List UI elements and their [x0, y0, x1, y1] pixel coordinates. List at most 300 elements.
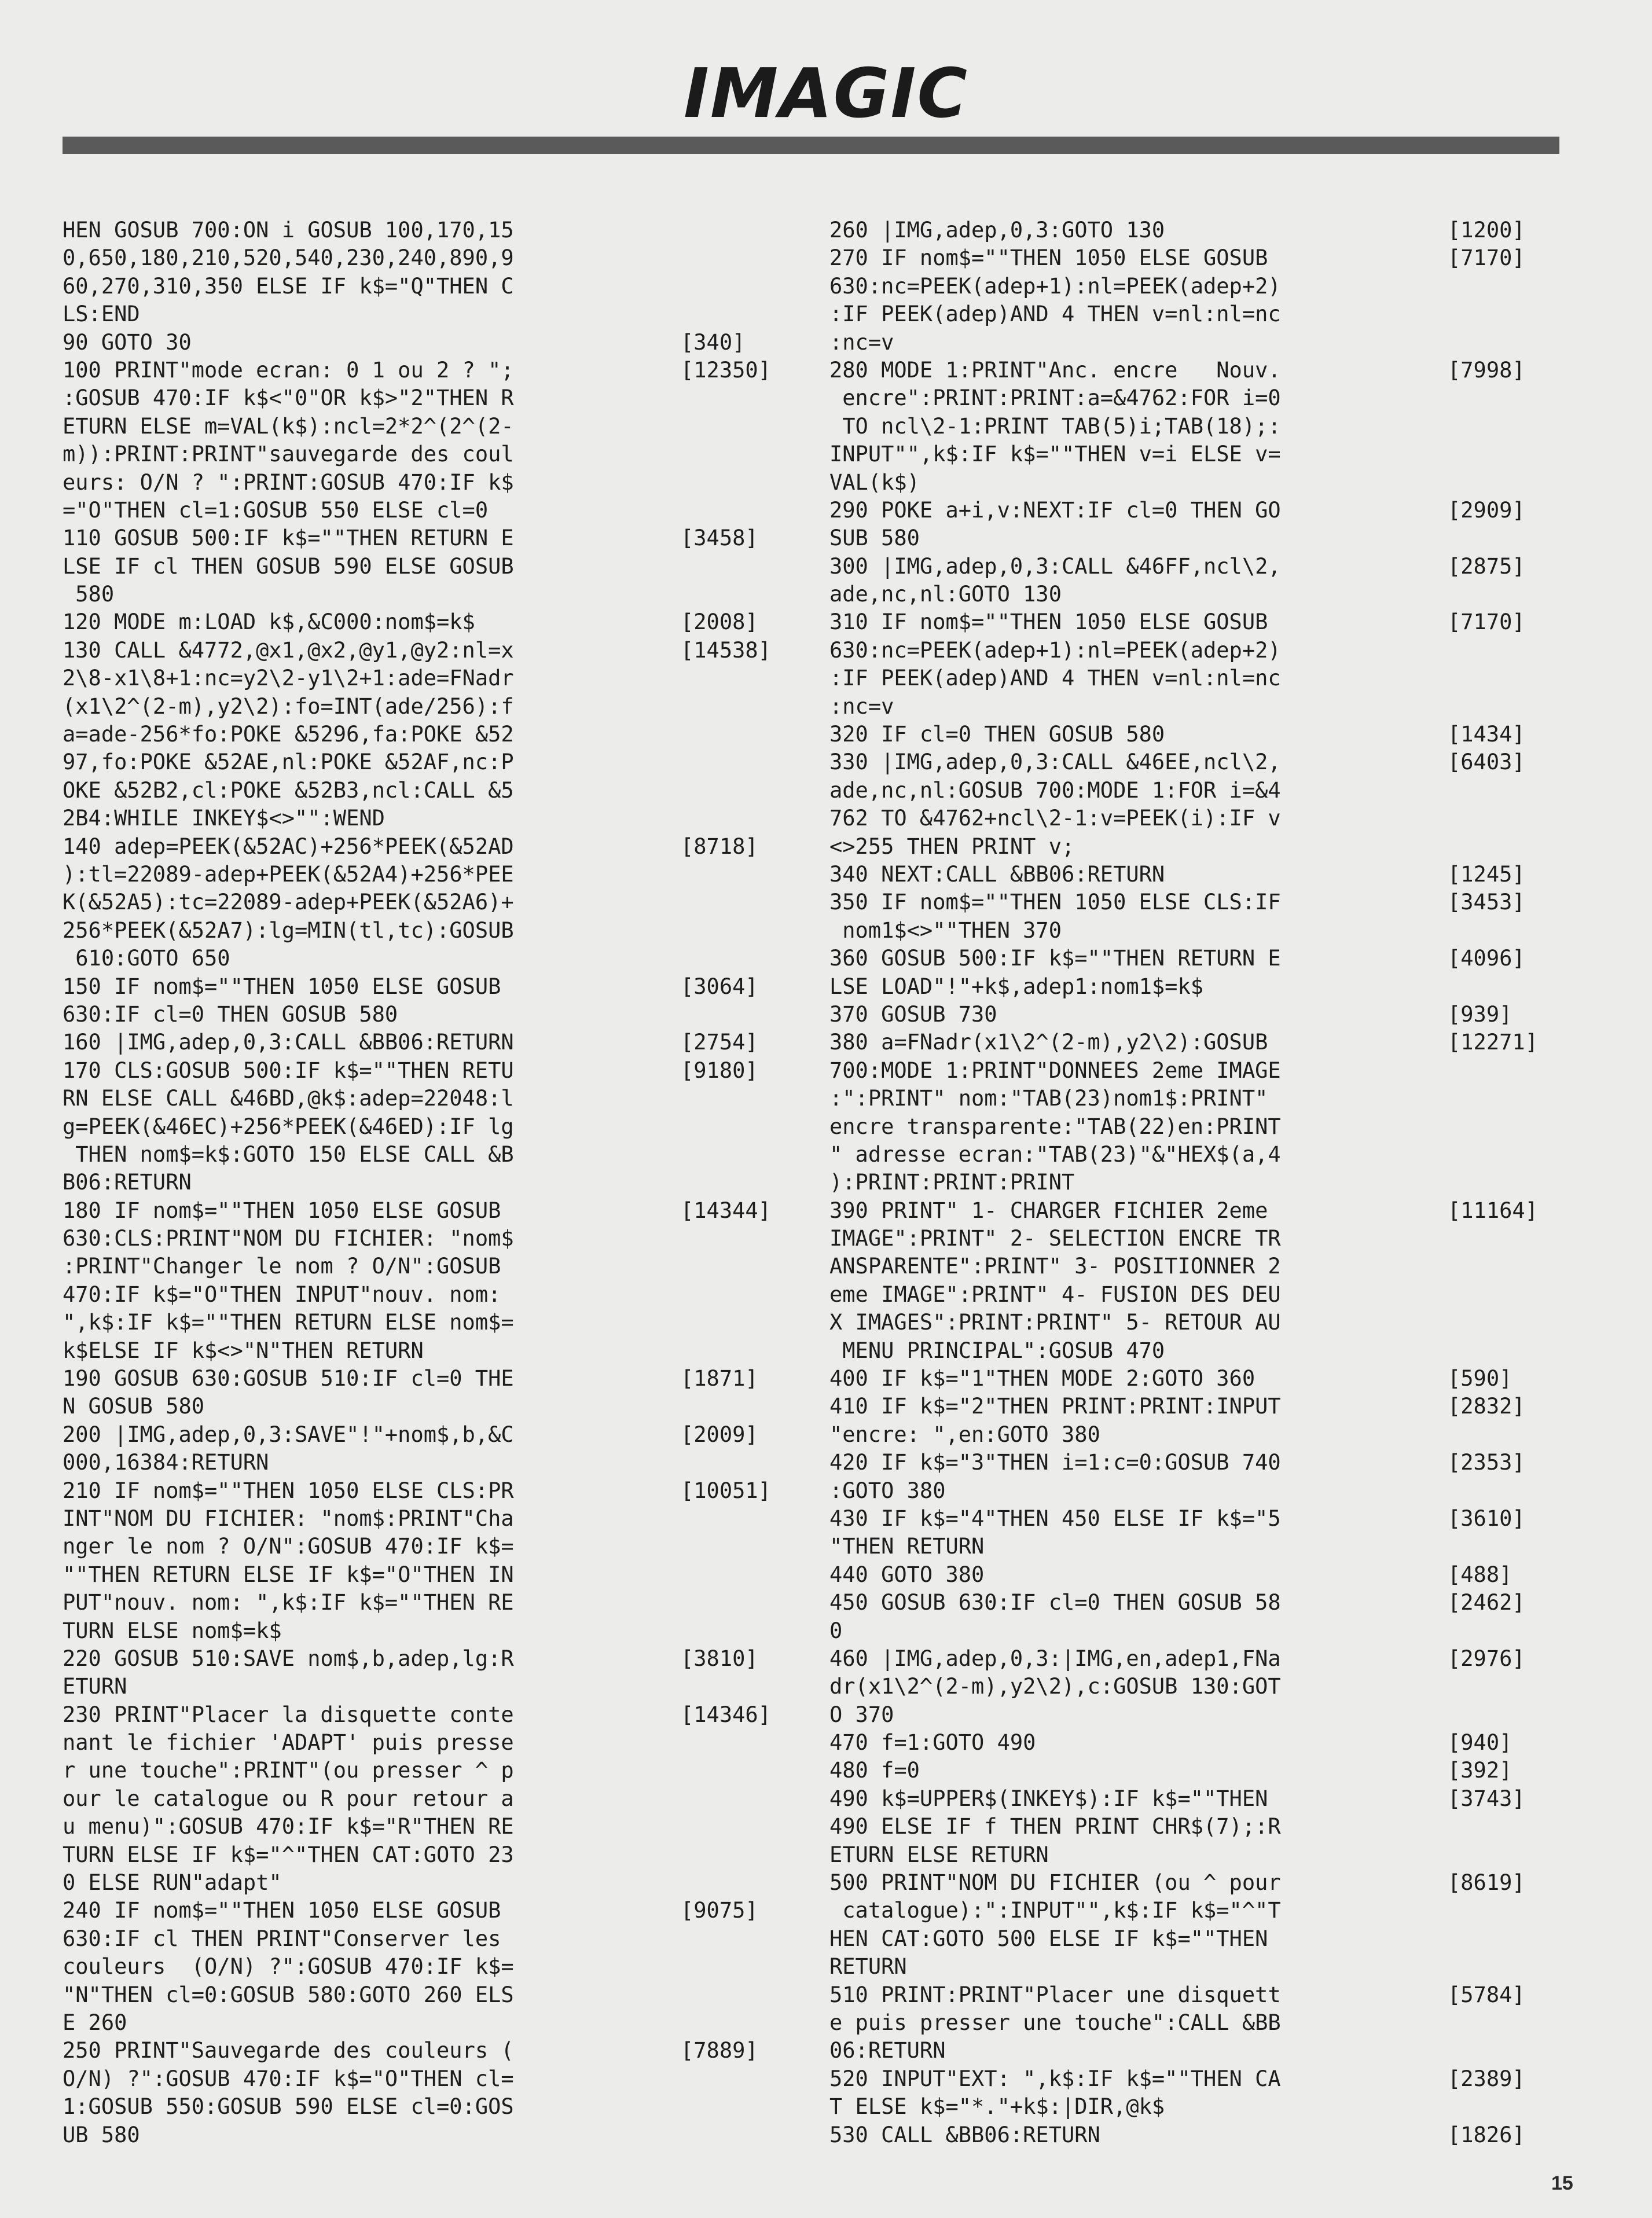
code-line	[829, 833, 1443, 861]
code-line	[63, 2009, 676, 2037]
code-line	[829, 1477, 1443, 1505]
code-text: 270 IF nom$=""THEN 1050 ELSE GOSUB	[829, 245, 1268, 271]
code-line	[829, 1785, 1525, 1813]
code-line	[63, 1589, 676, 1617]
code-line	[63, 1141, 676, 1169]
code-text: r une touche":PRINT"(ou presser ^ p	[63, 1758, 514, 1783]
code-line	[63, 664, 676, 692]
code-text: encre":PRINT:PRINT:a=&4762:FOR i=0	[829, 385, 1281, 411]
code-line	[829, 748, 1525, 776]
code-line	[829, 273, 1443, 300]
code-text: 140 adep=PEEK(&52AC)+256*PEEK(&52AD	[63, 833, 514, 859]
checksum: [7889]	[681, 2038, 758, 2063]
checksum: [5784]	[1448, 1982, 1525, 2007]
code-text: 460 |IMG,adep,0,3:|IMG,en,adep1,FNa	[829, 1646, 1281, 1671]
checksum: [11164]	[1448, 1198, 1538, 1223]
code-line	[63, 1253, 676, 1280]
code-text: 340 NEXT:CALL &BB06:RETURN	[829, 861, 1165, 887]
code-text: 610:GOTO 650	[63, 946, 230, 971]
code-line	[829, 357, 1525, 384]
code-text: 630:IF cl=0 THEN GOSUB 580	[63, 1001, 398, 1027]
checksum: [2009]	[681, 1422, 758, 1447]
code-line	[63, 1869, 676, 1897]
code-text: m)):PRINT:PRINT"sauvegarde des coul	[63, 442, 514, 467]
checksum: [14344]	[681, 1198, 771, 1223]
code-text: 06:RETURN	[829, 2038, 946, 2063]
code-text: 220 GOSUB 510:SAVE nom$,b,adep,lg:R	[63, 1646, 514, 1671]
code-line	[63, 497, 676, 524]
code-line	[63, 1533, 676, 1560]
code-line	[63, 945, 676, 972]
code-line	[63, 524, 758, 552]
code-line	[63, 2065, 676, 2093]
code-text: 450 GOSUB 630:IF cl=0 THEN GOSUB 58	[829, 1590, 1281, 1615]
code-line	[829, 1421, 1443, 1449]
code-line	[829, 608, 1525, 636]
code-text: 256*PEEK(&52A7):lg=MIN(tl,tc):GOSUB	[63, 917, 514, 943]
code-line	[829, 1701, 1443, 1729]
code-text: RETURN	[829, 1954, 907, 1980]
code-line	[63, 2037, 758, 2065]
code-line	[63, 1813, 676, 1841]
code-line	[829, 777, 1443, 805]
checksum: [2875]	[1448, 553, 1525, 579]
code-line	[829, 1953, 1443, 1981]
code-text: 2B4:WHILE INKEY$<>"":WEND	[63, 806, 385, 831]
code-line	[63, 1981, 676, 2009]
code-line	[829, 2037, 1443, 2065]
code-text: our le catalogue ou R pour retour a	[63, 1786, 514, 1811]
code-text: 120 MODE m:LOAD k$,&C000:nom$=k$	[63, 609, 475, 635]
code-text: 60,270,310,350 ELSE IF k$="Q"THEN C	[63, 273, 514, 299]
code-line	[63, 553, 676, 581]
code-line	[63, 1953, 676, 1981]
checksum: [7170]	[1448, 609, 1525, 635]
code-text: 190 GOSUB 630:GOSUB 510:IF cl=0 THE	[63, 1366, 514, 1391]
code-text: 250 PRINT"Sauvegarde des couleurs (	[63, 2038, 514, 2063]
code-line	[829, 1505, 1525, 1533]
code-text: 97,fo:POKE &52AE,nl:POKE &52AF,nc:P	[63, 750, 514, 775]
code-line	[63, 1645, 758, 1673]
code-text: TURN ELSE IF k$="^"THEN CAT:GOTO 23	[63, 1842, 514, 1867]
code-text: 160 |IMG,adep,0,3:CALL &BB06:RETURN	[63, 1030, 514, 1055]
code-text: 490 ELSE IF f THEN PRINT CHR$(7);:R	[829, 1814, 1281, 1839]
code-text: TO ncl\2-1:PRINT TAB(5)i;TAB(18);:	[829, 413, 1281, 439]
code-text: 470:IF k$="O"THEN INPUT"nouv. nom:	[63, 1281, 501, 1307]
code-line	[829, 721, 1525, 748]
code-text: ",k$:IF k$=""THEN RETURN ELSE nom$=	[63, 1310, 514, 1335]
code-text: :IF PEEK(adep)AND 4 THEN v=nl:nl=nc	[829, 302, 1281, 327]
code-line	[63, 805, 676, 832]
code-text: INT"NOM DU FICHIER: "nom$:PRINT"Cha	[63, 1505, 514, 1531]
code-line	[63, 384, 676, 412]
code-line	[829, 581, 1443, 608]
checksum: [392]	[1448, 1758, 1513, 1783]
code-text: 0,650,180,210,520,540,230,240,890,9	[63, 245, 514, 271]
code-text: :PRINT"Changer le nom ? O/N":GOSUB	[63, 1254, 501, 1279]
code-text: 130 CALL &4772,@x1,@x2,@y1,@y2:nl=x	[63, 637, 514, 663]
code-text: 700:MODE 1:PRINT"DONNEES 2eme IMAGE	[829, 1057, 1281, 1083]
code-line	[829, 1561, 1513, 1589]
code-line	[63, 1477, 771, 1505]
code-text: 350 IF nom$=""THEN 1050 ELSE CLS:IF	[829, 890, 1281, 915]
code-line	[829, 1113, 1443, 1141]
code-text: 630:nc=PEEK(adep+1):nl=PEEK(adep+2)	[829, 637, 1281, 663]
code-line	[63, 1001, 676, 1029]
code-text: ANSPARENTE":PRINT" 3- POSITIONNER 2	[829, 1254, 1281, 1279]
code-line	[63, 357, 771, 384]
code-line	[829, 1897, 1443, 1925]
code-text: ade,nc,nl:GOTO 130	[829, 582, 1062, 607]
code-line	[63, 1757, 676, 1784]
code-line	[63, 721, 676, 748]
checksum: [940]	[1448, 1730, 1513, 1756]
code-line	[63, 1841, 676, 1869]
code-text: 360 GOSUB 500:IF k$=""THEN RETURN E	[829, 946, 1281, 971]
code-line	[63, 1281, 676, 1309]
code-line	[829, 861, 1525, 888]
code-line	[63, 300, 676, 328]
code-line	[829, 1365, 1513, 1393]
code-text: HEN CAT:GOTO 500 ELSE IF k$=""THEN	[829, 1926, 1268, 1951]
code-line	[63, 1897, 758, 1925]
code-text: 210 IF nom$=""THEN 1050 ELSE CLS:PR	[63, 1478, 514, 1503]
code-text: 480 f=0	[829, 1758, 920, 1783]
code-line	[63, 1421, 758, 1449]
code-line	[63, 1225, 676, 1253]
code-text: u menu)":GOSUB 470:IF k$="R"THEN RE	[63, 1814, 514, 1839]
code-line	[829, 693, 1443, 721]
code-text: K(&52A5):tc=22089-adep+PEEK(&52A6)+	[63, 890, 514, 915]
code-line	[63, 244, 676, 272]
code-text: B06:RETURN	[63, 1170, 192, 1195]
code-line	[829, 805, 1443, 832]
checksum: [3064]	[681, 974, 758, 999]
code-text: 110 GOSUB 500:IF k$=""THEN RETURN E	[63, 526, 514, 551]
code-line	[829, 1449, 1525, 1477]
code-line	[63, 1365, 758, 1393]
checksum: [2353]	[1448, 1450, 1525, 1475]
checksum: [14538]	[681, 637, 771, 663]
checksum: [939]	[1448, 1001, 1513, 1027]
code-line	[63, 1337, 676, 1365]
code-line	[63, 1169, 676, 1196]
code-line	[63, 1617, 676, 1645]
code-line	[829, 1393, 1525, 1420]
code-text: SUB 580	[829, 526, 920, 551]
code-text: 630:nc=PEEK(adep+1):nl=PEEK(adep+2)	[829, 273, 1281, 299]
checksum: [2008]	[681, 609, 758, 635]
code-line	[829, 1617, 1443, 1645]
code-text: :IF PEEK(adep)AND 4 THEN v=nl:nl=nc	[829, 666, 1281, 691]
checksum: [2976]	[1448, 1646, 1525, 1671]
code-line	[829, 244, 1525, 272]
checksum: [3458]	[681, 526, 758, 551]
checksum: [2462]	[1448, 1590, 1525, 1615]
code-text: 150 IF nom$=""THEN 1050 ELSE GOSUB	[63, 974, 501, 999]
code-text: :nc=v	[829, 329, 894, 355]
code-text: IMAGE":PRINT" 2- SELECTION ENCRE TR	[829, 1226, 1281, 1251]
code-line	[829, 945, 1525, 972]
code-text: catalogue):":INPUT"",k$:IF k$="^"T	[829, 1898, 1281, 1923]
code-line	[829, 329, 1443, 357]
code-line	[63, 1085, 676, 1112]
code-line	[63, 861, 676, 888]
code-line	[829, 1925, 1443, 1953]
code-line	[63, 273, 676, 300]
code-text: 580	[63, 582, 115, 607]
code-text: N GOSUB 580	[63, 1394, 205, 1419]
code-line	[829, 1309, 1443, 1336]
code-text: TURN ELSE nom$=k$	[63, 1618, 282, 1643]
code-text: 370 GOSUB 730	[829, 1001, 997, 1027]
code-line	[63, 1029, 758, 1056]
code-line	[829, 1029, 1538, 1056]
code-text: 100 PRINT"mode ecran: 0 1 ou 2 ? ";	[63, 357, 514, 383]
code-line	[829, 300, 1443, 328]
code-text: MENU PRINCIPAL":GOSUB 470	[829, 1338, 1165, 1363]
code-text: 0 ELSE RUN"adapt"	[63, 1870, 282, 1896]
checksum: [3610]	[1448, 1505, 1525, 1531]
code-text: "THEN RETURN	[829, 1534, 985, 1559]
checksum: [12271]	[1448, 1030, 1538, 1055]
checksum: [1871]	[681, 1366, 758, 1391]
code-text: HEN GOSUB 700:ON i GOSUB 100,170,15	[63, 218, 514, 243]
code-text: 170 CLS:GOSUB 500:IF k$=""THEN RETU	[63, 1057, 514, 1083]
code-line	[63, 1449, 676, 1477]
code-text: 420 IF k$="3"THEN i=1:c=0:GOSUB 740	[829, 1450, 1281, 1475]
code-line	[829, 1729, 1513, 1757]
code-text: 762 TO &4762+ncl\2-1:v=PEEK(i):IF v	[829, 806, 1281, 831]
code-line	[63, 1701, 771, 1729]
code-line	[829, 1841, 1443, 1869]
code-text: 430 IF k$="4"THEN 450 ELSE IF k$="5	[829, 1505, 1281, 1531]
code-line	[829, 888, 1525, 916]
code-line	[63, 1561, 676, 1589]
listing-column-right	[829, 216, 1538, 2149]
code-text: nant le fichier 'ADAPT' puis presse	[63, 1730, 514, 1756]
code-text: (x1\2^(2-m),y2\2):fo=INT(ade/256):f	[63, 693, 514, 719]
code-text: ETURN ELSE RETURN	[829, 1842, 1049, 1867]
code-text: O 370	[829, 1702, 894, 1727]
code-text: 260 |IMG,adep,0,3:GOTO 130	[829, 218, 1165, 243]
code-text: O/N) ?":GOSUB 470:IF k$="O"THEN cl=	[63, 2066, 514, 2091]
page-title: IMAGIC	[683, 53, 968, 133]
code-line	[829, 1589, 1525, 1617]
code-line	[829, 1253, 1443, 1280]
code-text: 630:IF cl THEN PRINT"Conserver les	[63, 1926, 501, 1951]
listing-column-left	[63, 216, 771, 2149]
code-line	[829, 440, 1443, 468]
code-text: ""THEN RETURN ELSE IF k$="O"THEN IN	[63, 1562, 514, 1587]
code-line	[63, 608, 758, 636]
code-text: 320 IF cl=0 THEN GOSUB 580	[829, 722, 1165, 747]
code-text: 440 GOTO 380	[829, 1562, 985, 1587]
checksum: [2754]	[681, 1030, 758, 1055]
code-text: 330 |IMG,adep,0,3:CALL &46EE,ncl\2,	[829, 750, 1281, 775]
code-text: INPUT"",k$:IF k$=""THEN v=i ELSE v=	[829, 442, 1281, 467]
checksum: [488]	[1448, 1562, 1513, 1587]
code-line	[63, 1197, 771, 1225]
code-text: 530 CALL &BB06:RETURN	[829, 2122, 1100, 2147]
page-number: 15	[1551, 2172, 1573, 2194]
checksum: [2832]	[1448, 1394, 1525, 1419]
checksum: [7998]	[1448, 357, 1525, 383]
checksum: [340]	[681, 329, 746, 355]
code-line	[63, 216, 676, 244]
code-line	[829, 553, 1525, 581]
code-line	[829, 1337, 1443, 1365]
code-line	[829, 2093, 1443, 2121]
checksum: [8619]	[1448, 1870, 1525, 1896]
code-text: dr(x1\2^(2-m),y2\2),c:GOSUB 130:GOT	[829, 1674, 1281, 1699]
code-text: LSE LOAD"!"+k$,adep1:nom1$=k$	[829, 974, 1204, 999]
code-text: :":PRINT" nom:"TAB(23)nom1$:PRINT"	[829, 1086, 1268, 1111]
code-line	[63, 581, 676, 608]
code-text: 400 IF k$="1"THEN MODE 2:GOTO 360	[829, 1366, 1255, 1391]
code-line	[63, 973, 758, 1001]
code-text: :GOTO 380	[829, 1478, 946, 1503]
code-text: "N"THEN cl=0:GOSUB 580:GOTO 260 ELS	[63, 1982, 514, 2007]
code-text: 410 IF k$="2"THEN PRINT:PRINT:INPUT	[829, 1394, 1281, 1419]
code-text: 510 PRINT:PRINT"Placer une disquett	[829, 1982, 1281, 2007]
code-text: 380 a=FNadr(x1\2^(2-m),y2\2):GOSUB	[829, 1030, 1268, 1055]
code-line	[63, 748, 676, 776]
code-line	[829, 1869, 1525, 1897]
checksum: [590]	[1448, 1366, 1513, 1391]
code-line	[829, 469, 1443, 497]
title-rule	[63, 137, 1559, 154]
checksum: [3453]	[1448, 890, 1525, 915]
code-text: T ELSE k$="*."+k$:|DIR,@k$	[829, 2094, 1165, 2120]
code-line	[829, 1673, 1443, 1701]
code-line	[829, 497, 1525, 524]
code-text: k$ELSE IF k$<>"N"THEN RETURN	[63, 1338, 424, 1363]
code-line	[829, 1813, 1443, 1841]
code-line	[829, 2121, 1525, 2149]
code-text: 290 POKE a+i,v:NEXT:IF cl=0 THEN GO	[829, 497, 1281, 523]
checksum: [2909]	[1448, 497, 1525, 523]
code-text: RN ELSE CALL &46BD,@k$:adep=22048:l	[63, 1086, 514, 1111]
code-text: :nc=v	[829, 693, 894, 719]
code-line	[63, 469, 676, 497]
code-text: ade,nc,nl:GOSUB 700:MODE 1:FOR i=&4	[829, 777, 1281, 803]
code-line	[829, 1645, 1525, 1673]
code-text: ="O"THEN cl=1:GOSUB 550 ELSE cl=0	[63, 497, 489, 523]
code-line	[63, 833, 758, 861]
code-line	[63, 1309, 676, 1336]
code-line	[829, 917, 1443, 945]
code-text: 310 IF nom$=""THEN 1050 ELSE GOSUB	[829, 609, 1268, 635]
code-line	[829, 2009, 1443, 2037]
code-line	[829, 1057, 1443, 1085]
code-line	[63, 2093, 676, 2121]
code-text: OKE &52B2,cl:POKE &52B3,ncl:CALL &5	[63, 777, 514, 803]
code-line	[829, 1281, 1443, 1309]
code-text: eme IMAGE":PRINT" 4- FUSION DES DEU	[829, 1281, 1281, 1307]
code-text: 630:CLS:PRINT"NOM DU FICHIER: "nom$	[63, 1226, 514, 1251]
code-line	[829, 216, 1525, 244]
checksum: [9180]	[681, 1057, 758, 1083]
checksum: [1200]	[1448, 218, 1525, 243]
code-text: 180 IF nom$=""THEN 1050 ELSE GOSUB	[63, 1198, 501, 1223]
code-line	[63, 777, 676, 805]
code-text: E 260	[63, 2010, 127, 2035]
code-line	[63, 1057, 758, 1085]
code-line	[63, 917, 676, 945]
code-line	[829, 1533, 1443, 1560]
code-line	[829, 1141, 1443, 1169]
checksum: [1826]	[1448, 2122, 1525, 2147]
checksum: [4096]	[1448, 946, 1525, 971]
code-text: ETURN ELSE m=VAL(k$):ncl=2*2^(2^(2-	[63, 413, 514, 439]
checksum: [6403]	[1448, 750, 1525, 775]
code-text: 490 k$=UPPER$(INKEY$):IF k$=""THEN	[829, 1786, 1268, 1811]
code-text: 230 PRINT"Placer la disquette conte	[63, 1702, 514, 1727]
code-line	[829, 1085, 1443, 1112]
code-line	[63, 1673, 676, 1701]
code-text: couleurs (O/N) ?":GOSUB 470:IF k$=	[63, 1954, 514, 1980]
code-text: LS:END	[63, 302, 140, 327]
code-text: a=ade-256*fo:POKE &5296,fa:POKE &52	[63, 722, 514, 747]
code-text: 0	[829, 1618, 843, 1643]
code-line	[63, 888, 676, 916]
code-line	[829, 1757, 1513, 1784]
code-text: X IMAGES":PRINT:PRINT" 5- RETOUR AU	[829, 1310, 1281, 1335]
code-text: g=PEEK(&46EC)+256*PEEK(&46ED):IF lg	[63, 1114, 514, 1139]
code-text: 1:GOSUB 550:GOSUB 590 ELSE cl=0:GOS	[63, 2094, 514, 2120]
code-line	[63, 1785, 676, 1813]
code-text: 90 GOTO 30	[63, 329, 192, 355]
code-line	[63, 2121, 676, 2149]
code-line	[829, 664, 1443, 692]
code-line	[63, 1729, 676, 1757]
code-text: 300 |IMG,adep,0,3:CALL &46FF,ncl\2,	[829, 553, 1281, 579]
code-text: LSE IF cl THEN GOSUB 590 ELSE GOSUB	[63, 553, 514, 579]
code-line	[63, 1113, 676, 1141]
checksum: [1245]	[1448, 861, 1525, 887]
checksum: [9075]	[681, 1898, 758, 1923]
code-text: ETURN	[63, 1674, 127, 1699]
code-line	[829, 1001, 1513, 1029]
code-line	[829, 973, 1443, 1001]
code-text: 280 MODE 1:PRINT"Anc. encre Nouv.	[829, 357, 1281, 383]
code-line	[829, 1197, 1538, 1225]
code-text: 240 IF nom$=""THEN 1050 ELSE GOSUB	[63, 1898, 501, 1923]
code-line	[63, 1925, 676, 1953]
code-line	[63, 440, 676, 468]
code-line	[829, 2065, 1525, 2093]
code-text: 200 |IMG,adep,0,3:SAVE"!"+nom$,b,&C	[63, 1422, 514, 1447]
code-line	[829, 413, 1443, 440]
code-text: THEN nom$=k$:GOTO 150 ELSE CALL &B	[63, 1141, 514, 1167]
code-text: encre transparente:"TAB(22)en:PRINT	[829, 1114, 1281, 1139]
code-text: eurs: O/N ? ":PRINT:GOSUB 470:IF k$	[63, 469, 514, 495]
code-line	[829, 1981, 1525, 2009]
checksum: [7170]	[1448, 245, 1525, 271]
code-line	[829, 637, 1443, 664]
code-text: 2\8-x1\8+1:nc=y2\2-y1\2+1:ade=FNadr	[63, 666, 514, 691]
code-line	[829, 524, 1443, 552]
code-line	[63, 693, 676, 721]
code-line	[829, 384, 1443, 412]
code-text: ):PRINT:PRINT:PRINT	[829, 1170, 1075, 1195]
checksum: [2389]	[1448, 2066, 1525, 2091]
code-line	[63, 1393, 676, 1420]
code-line	[829, 1169, 1443, 1196]
checksum: [3743]	[1448, 1786, 1525, 1811]
code-text: VAL(k$)	[829, 469, 920, 495]
